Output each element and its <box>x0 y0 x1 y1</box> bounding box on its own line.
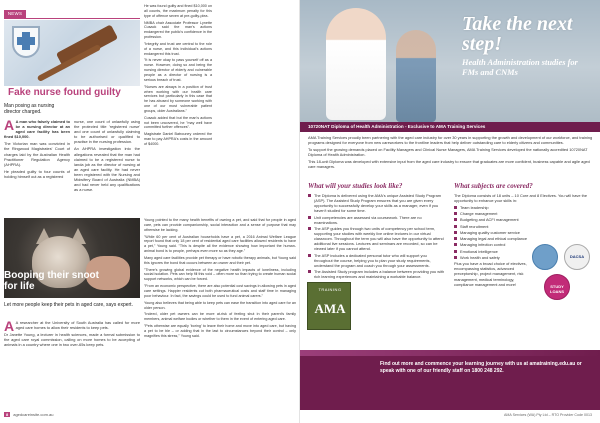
story1-standfirst: Man posing as nursing director charged. <box>4 103 55 116</box>
section-tag: NEWS <box>4 10 26 18</box>
footer-cta: Find out more and commence your learning journey with us at amatraining.edu.au or speak with one of our friendly staff on 1800 248 292. <box>380 361 582 374</box>
study-loans-badge: STUDY LOANS <box>544 274 570 300</box>
story1-col1: A A man who falsely claimed to be a nursing director at an aged care facility has been fined $10,000. The Victorian man was convicted in the Ringwood Magistrates' Court of charges laid by the Australian Health Practitioner Regulation Agency (AHPRA). He pleaded guilty to four counts of holding himself out as a registered <box>4 117 70 179</box>
story2-body: Young pointed to the many health benefits of owning a pet, and said that for people in aged care, pets can provide companionship, social interaction and a sense of purpose that may otherwise be lacking. "While 60 per cent of Australian households have a pet, a 2016 Animal Welfare League report found that only 18 per cent of residential aged care facilities allowed residents to have a pet," Young said. "This is despite all the evidence showing how important the human-animal bond is to people, perhaps even more so as they age." Many aged care facilities provide pet therapy or have robotic therapy animals, but Young said this ignores the bond that occurs between an owner and their pet. "There's growing global evidence of the negative health impacts of loneliness, including social isolation. Pets can help fill this void – often more so than trying to create human social support networks, which can be forced. "From an economic perspective, there are also potential cost savings in allowing pets in aged care settings. Happier residents cut both pharmaceutical costs and staff time in managing poor behaviour. In fact, the savings could be used to fund animal carers." Young also believes that being able to keep pets can ease the transition into aged care for an older person. "Indeed, older pet owners can be more at-risk of feeling shut in their parent's family members, animal welfare bodies or whether to them in the event of entering aged care. "Pets otherwise are equally 'boring' to leave their home and move into aged care, but having a pet to be ble – or adding that in the last to circumstances beyond their control – only magnifies this stress," Young said. <box>144 218 296 338</box>
story2-headline: Booping their snoot for life <box>4 270 99 292</box>
subjects-list: Team leadership Change management Budgeting and ACFI management Staff recruitment Managing quality customer service Managing legal and ethical compliance Managing infection control Emotional intelligence Work health and safety <box>454 205 592 260</box>
folio: 8 agedcareinsite.com.au <box>6 412 54 417</box>
story2-col1: A A researcher at the University of South Australia has called for more aged care homes to allow their residents to keep pets. Dr Janette Young, a lecturer in health sciences, made a formal submission to the aged care royal commission, calling on more homes to be accepting of animals in a country where one in two over-65s keep pets. <box>4 318 140 348</box>
footer-band <box>300 350 600 410</box>
story1-col3: He was found guilty and fined $10,000 on all counts, the maximum penalty for this type of offence seven at pre-guilty-plea. NMBA chair Associate Professor Lynette Cusack said the man's actions endangered the public's confidence in the profession. "Integrity and trust are central to the role of a nurse, and this individual's actions endangered this trust. "It is never okay to pass yourself off as a nurse. However, doing so and being the nursing director of elderly and vulnerable people as a director of nursing is a serious breach of trust. "Nurses are always in a position of trust when working with our health care services but particularly in this case that he has abused by someone working with one of our most vulnerable patient groups, older Australians." Cusack added that but the man's actions not been uncovered, he "may well have committed further offences". Magistrate Daniel Batrouney ordered the man to pay AHPRA's costs in the amount of $4000. <box>144 4 212 146</box>
ad-intro: AMA Training Services proudly been partnering with the aged care industry for over 30 years in supporting the growth and development of our workforce, and training programs designed for everyone from new careworkers to the frontline leaders that help deliver outstanding care to elderly citizens and communities. To support the growing demands placed on Facility Managers and Clinical Nurse Managers, AMA Training Services developed the nationally accredited 10720NAT Diploma of Health Administration. This 18-unit Diploma was developed with extensive input from the aged care industry to ensure that graduates are more confident, business capable and agile aged care managers. <box>308 135 593 170</box>
nurse-figure <box>326 8 386 120</box>
story1-col2: nurse, one count of unlawfully using the protected title 'registered nurse' and one count of unlawfully claiming to be authorised or qualified to practise in the nursing profession. An AHPRA investigation into the allegations revealed that the man had claimed to be a registered nurse to landa job as the director of nursing at an aged care facility. He had never been registered with the Nursing and Midwifery Board of Australia (NMBA) and had never held any qualifications as a nurse. <box>74 119 140 193</box>
subjects-heading: What subjects are covered? <box>454 182 533 190</box>
story1-headline: Fake nurse found guilty <box>4 86 140 100</box>
hero-subtitle: Health Administration studies for FMs and CNMs <box>462 58 578 77</box>
section-rule <box>4 18 140 19</box>
studies-heading: What will your studies look like? <box>308 182 403 190</box>
subjects-block: The Diploma consists of 18 units – 10 Core and 8 Electives. You will have the opportunity to enhance your skills in: Team leadership Change management Budgeting and ACFI management Staff recruitment Managing quality customer service Managing legal and ethical compliance Managing infection control Emotional intelligence Work health and safety Plus you have a broad choice of electives, encompassing statistics, advanced preceptorship, project management, risk management, medical terminology, compliance management and more! <box>454 193 592 288</box>
story2-standfirst: Let more people keep their pets in aged care, says expert. <box>4 302 133 308</box>
program-banner: 10720NAT Diploma of Health Administration - Exclusive to AMA Training Services <box>300 122 600 132</box>
hero-title: Take the next step! <box>462 13 573 55</box>
accreditation-seal <box>532 244 558 270</box>
dacsa-logo: DACSA <box>564 244 590 270</box>
studies-list: The Diploma is delivered using the AMA's unique Assisted Study Program (ASP). The Assisted Study Program ensures that you are given every opportunity to successfully develop your skills as a manager, even if you haven't studied for some time. Unit competencies are assessed via coursework. There are no examinations. The ASP guides you through two units of competency per school term, supporting your studies with weekly live online lectures in our virtual classroom. Throughout the term you will also have the opportunity to attend additional live sessions. Lectures and seminars are recorded, so can be viewed later if you cannot attend. The ASP includes a dedicated personal tutor who will support you throughout the course, helping you to plan your study requirements, understand the program and coach you through your assessments. The Assisted Study program includes a balance between providing you with rich learning experiences and maintaining a workable balance. <box>308 193 446 280</box>
right-page-ad <box>300 0 600 423</box>
ama-training-logo: TRAINING AMA <box>307 282 351 330</box>
footer-legal: AMA Services (WA) Pty Ltd – RTO Provider Code 0013 <box>503 413 592 417</box>
